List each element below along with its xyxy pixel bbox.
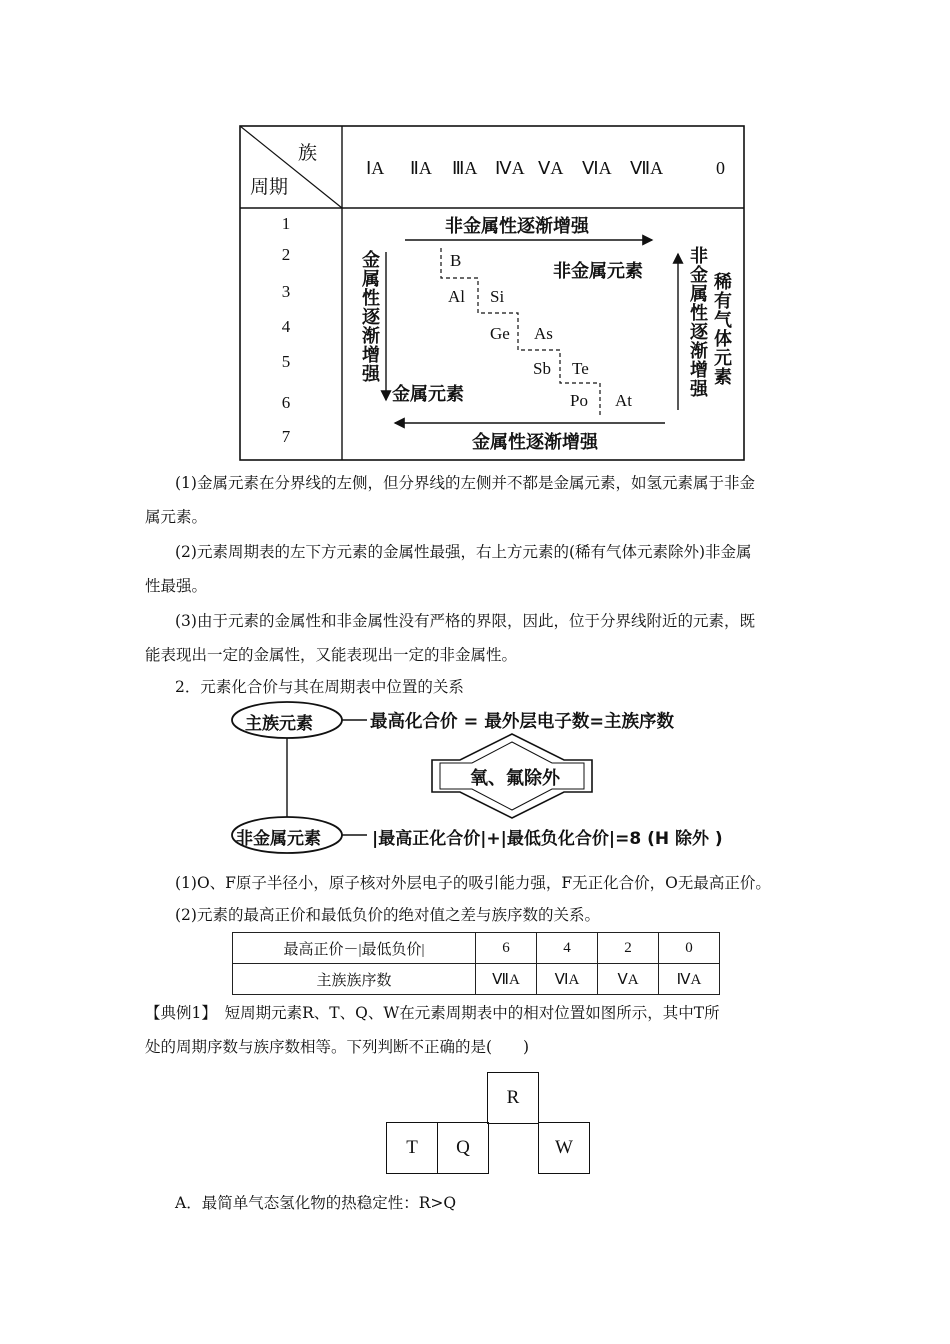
group-7a: ⅦA <box>630 158 664 178</box>
element-as: As <box>534 324 553 343</box>
paragraph-3-line-2: 能表现出一定的金属性，又能表现出一定的非金属性。 <box>145 646 518 664</box>
period-3: 3 <box>281 282 291 301</box>
period-5: 5 <box>281 352 291 371</box>
period-7: 7 <box>281 427 291 446</box>
relation-table <box>232 932 720 995</box>
cell-q: Q <box>437 1122 489 1174</box>
table-cell: 2 <box>598 933 659 964</box>
group-6a: ⅥA <box>582 158 612 178</box>
group-4a: ⅣA <box>495 158 525 178</box>
header-zu: 族 <box>298 142 318 164</box>
nonmetal-element-label: 非金属元素 <box>236 829 321 849</box>
table-cell: 6 <box>476 933 537 964</box>
paragraph-3-line-1: (3)由于元素的金属性和非金属性没有严格的界限，因此，位于分界线附近的元素，既 <box>175 612 755 630</box>
table-cell: 0 <box>659 933 720 964</box>
table-cell: ⅥA <box>537 964 598 995</box>
cell-w: W <box>538 1122 590 1174</box>
paragraph-2-line-1: (2)元素周期表的左下方元素的金属性最强，右上方元素的(稀有气体元素除外)非金属 <box>175 543 752 561</box>
group-1a: ⅠA <box>366 158 385 178</box>
element-ge: Ge <box>490 324 510 343</box>
table-cell: 4 <box>537 933 598 964</box>
group-0: 0 <box>716 158 725 178</box>
exception-label: 氧、氟除外 <box>470 768 560 789</box>
paragraph-1-line-1: (1)金属元素在分界线的左侧，但分界线的左侧并不都是金属元素，如氢元素属于非金 <box>175 474 755 492</box>
group-5a: ⅤA <box>538 158 564 178</box>
cell-r: R <box>487 1072 539 1124</box>
option-a: A．最简单气态氢化物的热稳定性：R>Q <box>175 1194 457 1212</box>
element-at: At <box>615 391 632 410</box>
example-tag: 【典例1】 <box>145 1004 210 1022</box>
period-1: 1 <box>281 214 291 233</box>
bottom-arrow-label: 金属性逐渐增强 <box>472 432 598 453</box>
main-group-formula: 最高化合价 = 最外层电子数=主族序数 <box>370 712 675 732</box>
top-arrow-label: 非金属性逐渐增强 <box>445 216 589 237</box>
paragraph-2-line-2: 性最强。 <box>145 577 208 595</box>
note-2: (2)元素的最高正价和最低负价的绝对值之差与族序数的关系。 <box>175 906 600 924</box>
main-group-label: 主族元素 <box>245 714 313 734</box>
table-cell: ⅣA <box>659 964 720 995</box>
element-po: Po <box>570 391 588 410</box>
right-vertical-label: 非金属性逐渐增强 <box>687 246 708 398</box>
element-al: Al <box>448 287 465 306</box>
valence-diagram <box>0 690 950 860</box>
cell-t: T <box>386 1122 438 1174</box>
noble-gas-label: 稀有气体元素 <box>711 272 732 386</box>
table-row <box>233 933 720 964</box>
nonmetal-formula: |最高正化合价|+|最低负化合价|=8 (H 除外 ) <box>372 829 723 849</box>
nonmetal-label: 非金属元素 <box>553 261 643 282</box>
section-2-heading: 2．元素化合价与其在周期表中位置的关系 <box>175 678 464 696</box>
element-te: Te <box>572 359 589 378</box>
table-row <box>233 964 720 995</box>
element-b: B <box>450 251 462 270</box>
note-1: (1)O、F原子半径小，原子核对外层电子的吸引能力强，F无正化合价，O无最高正价。 <box>175 874 771 892</box>
example-line-1 <box>145 996 720 1030</box>
row-1-label: 最高正价－|最低负价| <box>233 933 476 964</box>
row-2-label: 主族族序数 <box>233 964 476 995</box>
group-2a: ⅡA <box>410 158 432 178</box>
periodic-table-figure <box>0 0 950 470</box>
group-3a: ⅢA <box>452 158 478 178</box>
example-line-2: 处的周期序数与族序数相等。下列判断不正确的是( ) <box>145 1038 530 1056</box>
period-6: 6 <box>281 393 291 412</box>
metal-label: 金属元素 <box>392 384 464 405</box>
paragraph-1-line-2: 属元素。 <box>145 508 208 526</box>
period-2: 2 <box>281 245 291 264</box>
header-zhouqi: 周期 <box>250 176 289 198</box>
element-si: Si <box>490 287 505 306</box>
left-vertical-label: 金属性逐渐增强 <box>359 250 380 383</box>
period-4: 4 <box>281 317 291 336</box>
table-cell: ⅤA <box>598 964 659 995</box>
example-text-1: 短周期元素R、T、Q、W在元素周期表中的相对位置如图所示，其中T所 <box>209 1004 720 1022</box>
table-cell: ⅦA <box>476 964 537 995</box>
element-sb: Sb <box>533 359 551 378</box>
